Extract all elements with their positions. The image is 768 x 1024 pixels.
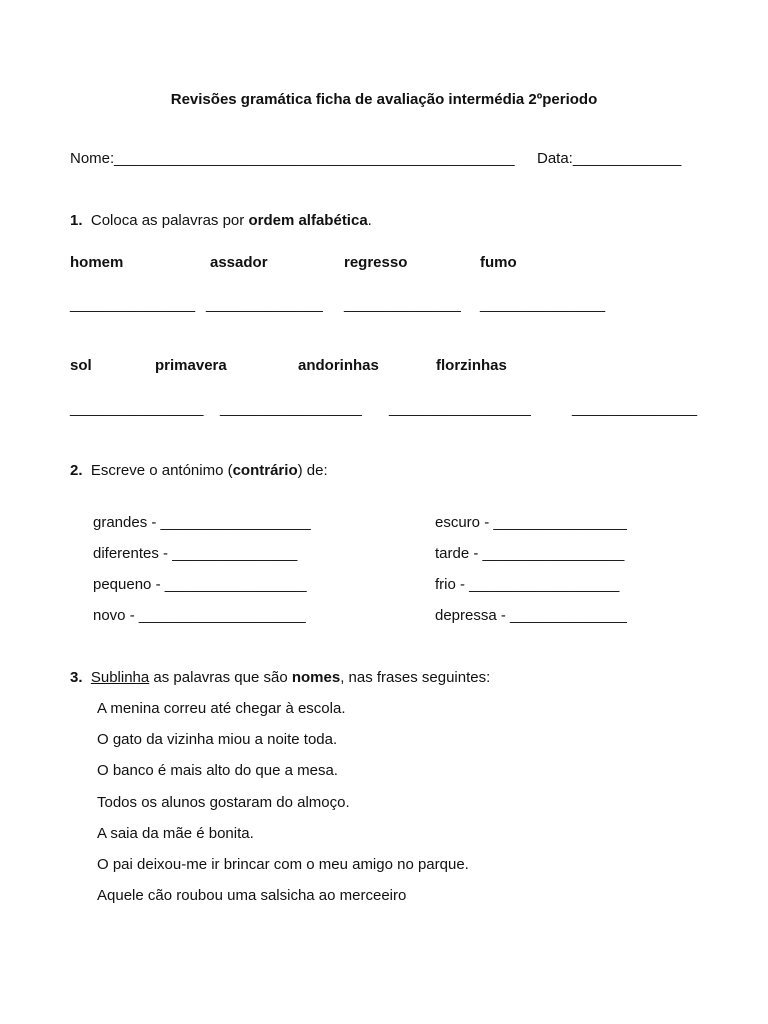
q1-word: sol (70, 357, 92, 374)
question-1-text: Coloca as palavras por (90, 212, 245, 229)
q1-word: andorinhas (298, 357, 379, 374)
answer-blank: ________________ (70, 400, 204, 417)
date-field-line: Data:_____________ (537, 150, 682, 167)
page-title: Revisões gramática ficha de avaliação intermédia 2ºperiodo (170, 91, 598, 108)
sentence-item: A saia da mãe é bonita. (97, 825, 254, 842)
question-3-text-end: , nas frases seguintes: (340, 669, 491, 686)
q1-word: homem (70, 254, 124, 271)
question-3-heading (70, 669, 490, 687)
sentence-item: A menina correu até chegar à escola. (97, 700, 346, 717)
q1-word: assador (210, 254, 268, 271)
question-2-text-end: ) de: (297, 462, 328, 479)
question-1-number: 1. (70, 212, 83, 229)
question-2-emphasis: contrário (232, 462, 298, 479)
question-3-emphasis: nomes (291, 669, 341, 686)
sentence-item: Aquele cão roubou uma salsicha ao merceeiro (97, 887, 407, 904)
question-2-text: Escreve o antónimo ( (90, 462, 233, 479)
antonym-item: frio - __________________ (435, 576, 620, 593)
answer-blank: ______________ (344, 296, 461, 313)
answer-blank: ______________ (206, 296, 323, 313)
q1-word: florzinhas (436, 357, 507, 374)
question-2-number: 2. (70, 462, 83, 479)
answer-blank: _______________ (70, 296, 196, 313)
question-3-underlined: Sublinha (90, 669, 150, 686)
antonym-item: depressa - ______________ (435, 607, 627, 624)
answer-blank: _________________ (220, 400, 362, 417)
question-1-text-end: . (367, 212, 372, 229)
question-1-emphasis: ordem alfabética (248, 212, 368, 229)
sentence-item: Todos os alunos gostaram do almoço. (97, 794, 350, 811)
q1-word: regresso (344, 254, 408, 271)
name-field-line: Nome:________________________________________________ (70, 150, 515, 167)
answer-blank: _______________ (480, 296, 606, 313)
question-3-number: 3. (70, 669, 83, 686)
sentence-item: O banco é mais alto do que a mesa. (97, 762, 338, 779)
sentence-item: O pai deixou-me ir brincar com o meu amigo no parque. (97, 856, 469, 873)
sentence-item: O gato da vizinha miou a noite toda. (97, 731, 338, 748)
q1-word: fumo (480, 254, 517, 271)
answer-blank: _________________ (389, 400, 531, 417)
antonym-item: pequeno - _________________ (93, 576, 307, 593)
question-3-text: as palavras que são (149, 669, 292, 686)
antonym-item: novo - ____________________ (93, 607, 306, 624)
answer-blank: _______________ (572, 400, 698, 417)
antonym-item: tarde - _________________ (435, 545, 625, 562)
antonym-item: escuro - ________________ (435, 514, 627, 531)
question-2-heading (70, 462, 328, 480)
antonym-item: grandes - __________________ (93, 514, 311, 531)
question-1-heading (70, 212, 372, 230)
q1-word: primavera (155, 357, 227, 374)
antonym-item: diferentes - _______________ (93, 545, 298, 562)
